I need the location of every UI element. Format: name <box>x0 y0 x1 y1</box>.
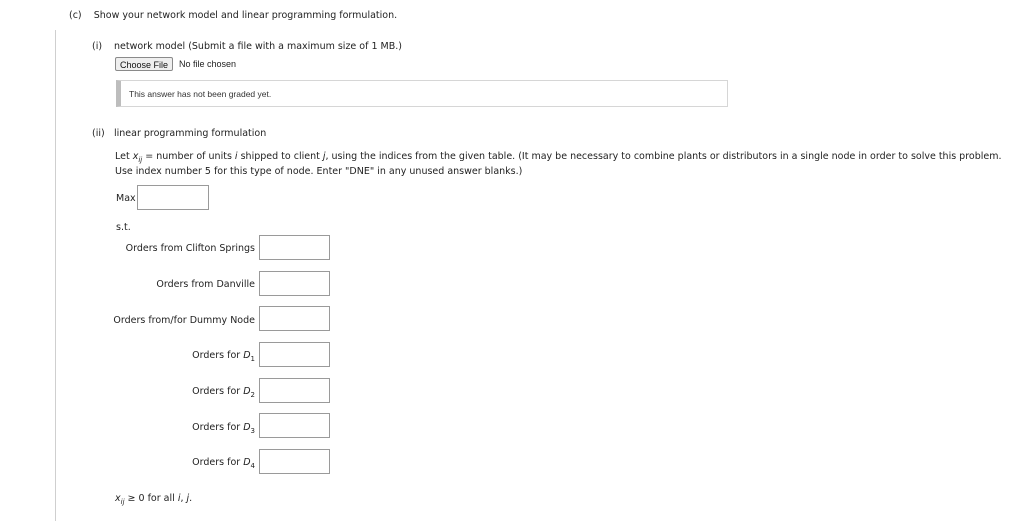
choose-file-button[interactable]: Choose File <box>115 57 173 71</box>
part-ii-label: (ii) <box>92 128 105 139</box>
left-border-line <box>55 30 56 521</box>
max-label: Max <box>116 193 136 204</box>
constraint-label: Orders from/for Dummy Node <box>113 315 255 326</box>
part-i-label: (i) <box>92 41 103 52</box>
x-variable: x <box>132 151 139 162</box>
constraint-label: Orders for $D_2$ <box>192 386 255 399</box>
part-i-title: network model (Submit a file with a maximum size of 1 MB.) <box>114 41 402 52</box>
constraint-input-d2[interactable] <box>259 378 330 403</box>
constraint-input-d1[interactable] <box>259 342 330 367</box>
constraint-input-dummy-node[interactable] <box>259 306 330 331</box>
constraint-input-d3[interactable] <box>259 413 330 438</box>
part-ii-header <box>92 128 266 139</box>
part-ii-title: linear programming formulation <box>114 128 267 139</box>
part-c-question: Show your network model and linear programming formulation. <box>93 10 398 21</box>
subject-to-label: s.t. <box>116 222 131 233</box>
constraint-label: Orders from Danville <box>156 279 255 290</box>
constraint-label: Orders for $D_3$ <box>192 422 255 435</box>
constraint-input-d4[interactable] <box>259 449 330 474</box>
graded-status-box <box>116 80 728 107</box>
constraint-label: Orders for $D_4$ <box>192 457 255 470</box>
part-c-label: (c) <box>69 10 82 21</box>
nonnegativity-constraint: $x_{ij} \ge 0$ for all i, j. <box>115 493 193 506</box>
constraint-label: Orders from Clifton Springs <box>125 243 255 254</box>
objective-input[interactable] <box>137 185 209 210</box>
variable-definition-line1: Let $x_{ij}$ = number of units i shipped to client j, using the indices from the given table. (It may be necessary to combine plants or distributors in a single node in order to solve this problem. <box>115 151 1002 164</box>
constraint-input-clifton-springs[interactable] <box>259 235 330 260</box>
part-c-header <box>69 10 397 21</box>
constraint-label: Orders for $D_1$ <box>192 350 255 363</box>
no-file-chosen-text: No file chosen <box>179 59 237 69</box>
graded-status-text: This answer has not been graded yet. <box>129 89 272 99</box>
part-i-header <box>92 41 402 52</box>
constraint-input-danville[interactable] <box>259 271 330 296</box>
variable-definition-line2: Use index number 5 for this type of node. Enter "DNE" in any unused answer blanks.) <box>115 166 523 177</box>
